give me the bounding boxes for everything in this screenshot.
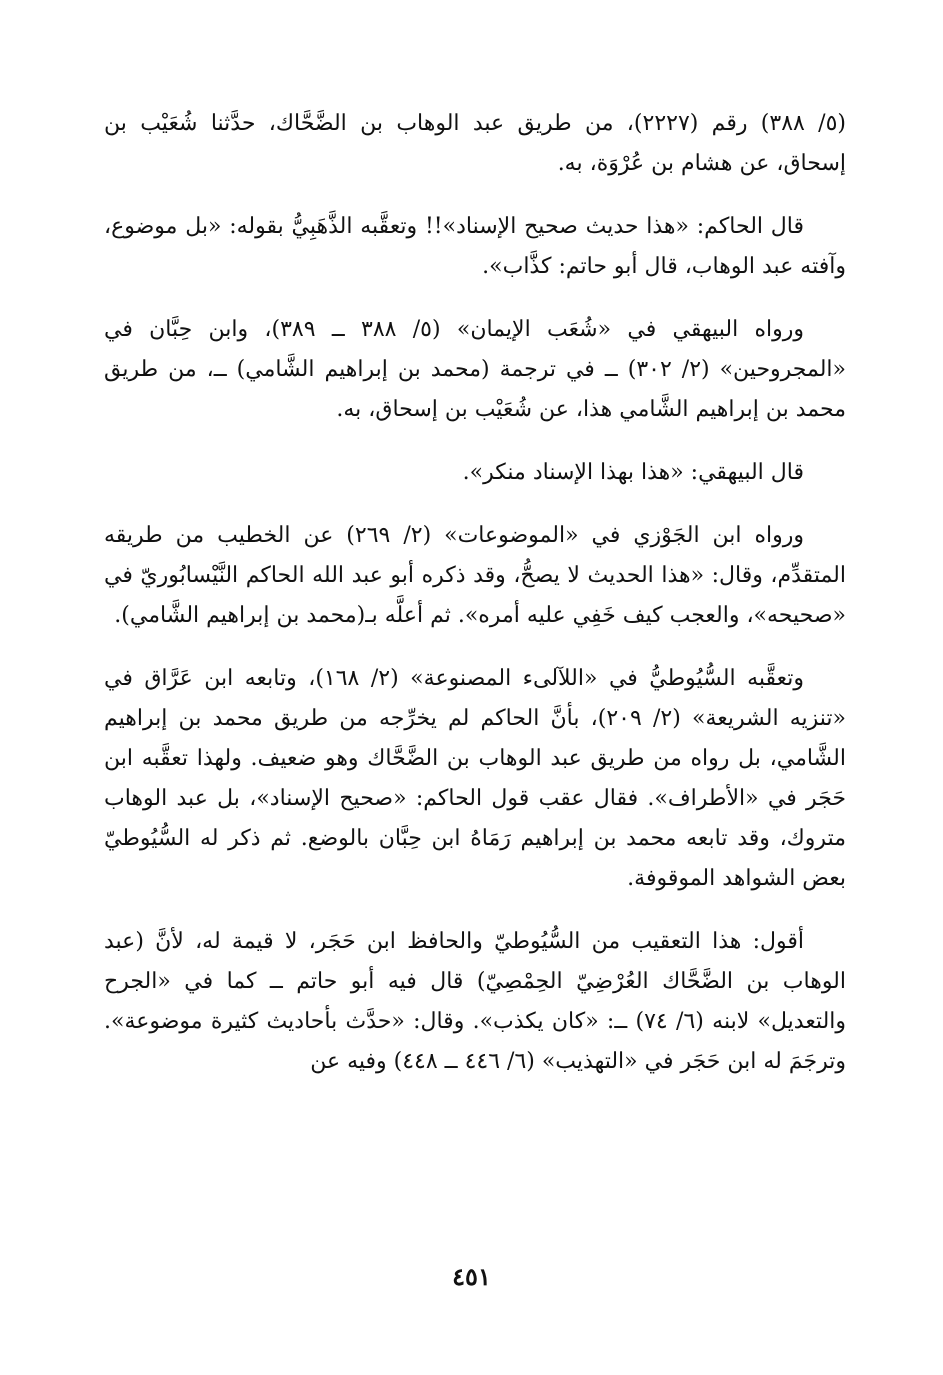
paragraph-continuation: (٥/ ٣٨٨) رقم (٢٢٢٧)، من طريق عبد الوهاب بن الضَّحَّاك، حدَّثنا شُعَيْب بن إسحاق، عن هشام بن عُرْوَة، به.: [104, 111, 846, 176]
paragraph-suyuti: وتعقَّبه السُّيُوطيُّ في «اللآلىء المصنوعة» (٢/ ١٦٨)، وتابعه ابن عَرَّاق في «تنزيه الشريعة» (٢/ ٢٠٩)، بأنَّ الحاكم لم يخرِّجه من طريق محمد بن إبراهيم الشَّامي، بل رواه من طريق عبد الوهاب بن الضَّحَّاك وهو ضعيف. ولهذا تعقَّبه ابن حَجَر في «الأطراف». فقال عقب قول الحاكم: «صحيح الإسناد»، بل عبد الوهاب متروك، وقد تابعه محمد بن إبراهيم رَمَاهُ ابن حِبَّان بالوضع. ثم ذكر له السُّيُوطيّ بعض الشواهد الموقوفة.: [104, 666, 847, 891]
paragraph-hakim-quote: قال الحاكم: «هذا حديث صحيح الإسناد»!! وتعقَّبه الذَّهَبِيُّ بقوله: «بل موضوع، وآفته عبد الوهاب، قال أبو حاتم: كذَّاب».: [104, 214, 846, 279]
page-number: ٤٥١: [452, 1262, 491, 1291]
paragraph-bayhaqi-quote: قال البيهقي: «هذا بهذا الإسناد منكر».: [462, 460, 804, 485]
paragraph-ibn-jawzi: ورواه ابن الجَوْزي في «الموضوعات» (٢/ ٢٦٩) عن الخطيب من طريقه المتقدِّم، وقال: «هذا الحديث لا يصحُّ، وقد ذكره أبو عبد الله الحاكم النَّيْسابُوريّ في «صحيحه»، والعجب كيف خَفِي عليه أمره». ثم أعلَّه بـ(محمد بن إبراهيم الشَّامي).: [104, 523, 846, 628]
paragraph-author-comment: أقول: هذا التعقيب من السُّيُوطيّ والحافظ ابن حَجَر، لا قيمة له، لأنَّ (عبد الوهاب بن الضَّحَّاك العُرْضِيّ الحِمْصِيّ) قال فيه أبو حاتم ــ كما في «الجرح والتعديل» لابنه (٦/ ٧٤) ــ: «كان يكذب». وقال: «حدَّث بأحاديث كثيرة موضوعة». وترجَمَ له ابن حَجَر في «التهذيب» (٦/ ٤٤٦ ــ ٤٤٨) وفيه عن: [104, 929, 847, 1074]
body-text: [104, 104, 846, 1105]
paragraph-bayhaqi-narration: ورواه البيهقي في «شُعَب الإيمان» (٥/ ٣٨٨ ــ ٣٨٩)، وابن حِبَّان في «المجروحين» (٢/ ٣٠٢) ــ في ترجمة (محمد بن إبراهيم الشَّامي) ــ، من طريق محمد بن إبراهيم الشَّامي هذا، عن شُعَيْب بن إسحاق، به.: [104, 317, 847, 422]
